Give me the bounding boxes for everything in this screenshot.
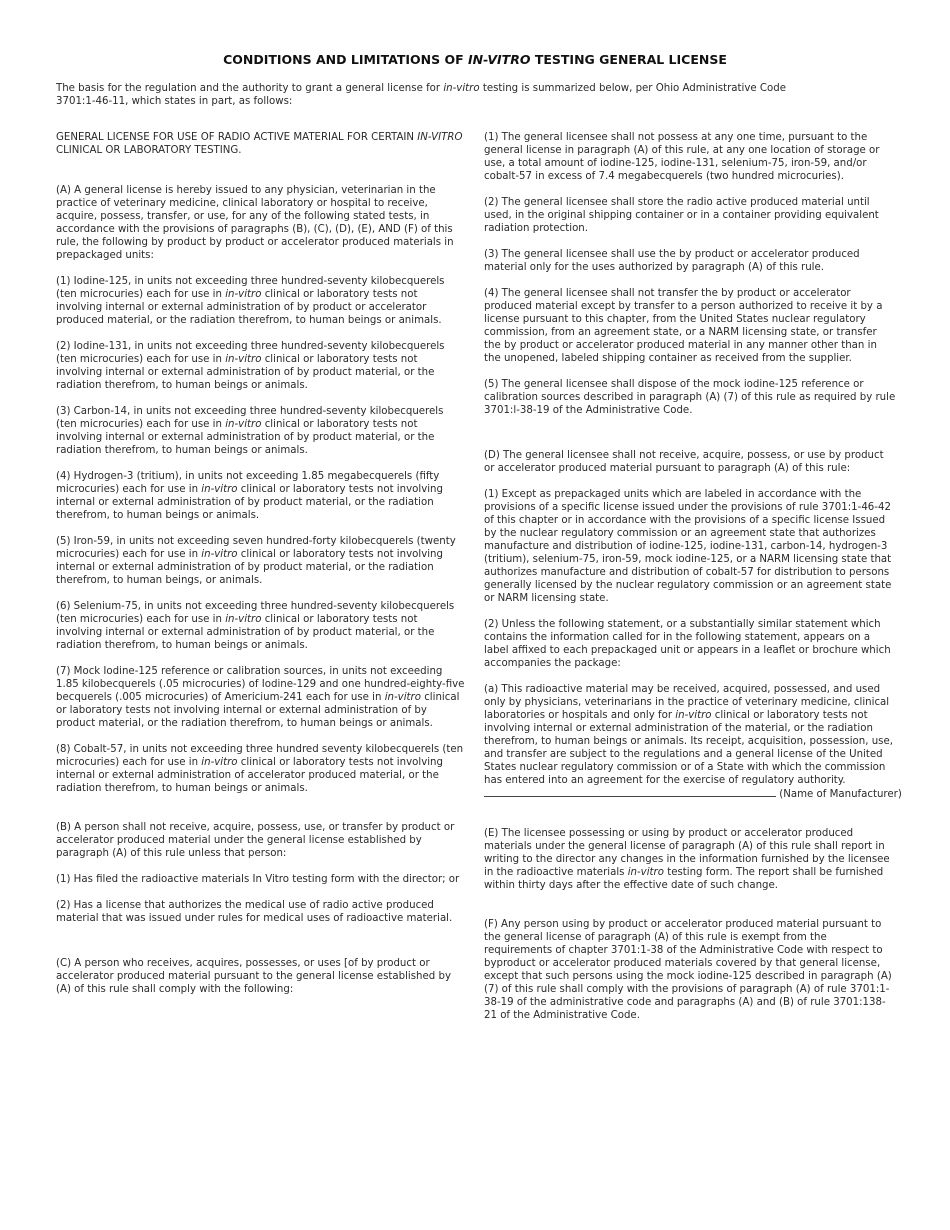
right-column [484, 131, 902, 1022]
general-license-heading: GENERAL LICENSE FOR USE OF RADIO ACTIVE MATERIAL FOR CERTAIN IN-VITRO CLINICAL OR LABORATORY TESTING. [56, 132, 463, 156]
paragraph-A6: (6) Selenium-75, in units not exceeding three hundred-seventy kilobecquerels (ten microcuries) each for use in in-vitro clinical or laboratory tests not involving internal or external administration of by product material, or the radiation therefrom, to human beings or animals. [56, 601, 455, 651]
paragraph-D1: (1) Except as prepackaged units which are labeled in accordance with the provisions of a specific license issued under the provisions of rule 3701:1-46-42 of this chapter or in accordance with the provisions of a specific license Issued by the nuclear regulatory commission or an agreement state that authorizes manufacture and distribution of iodine-125, iodine-131, carbon-14, hydrogen-3 (tritium), selenium-75, iron-59, mock iodine-125, or a NARM licensing state that authorizes manufacture and distribution of cobalt-57 for distribution to persons generally licensed by the nuclear regulatory commission or an agreement state or NARM licensing state. [484, 489, 892, 604]
paragraph-C1: (1) The general licensee shall not possess at any one time, pursuant to the general license in paragraph (A) of this rule, at any one location of storage or use, a total amount of iodine-125, iodine-131, selenium-75, iron-59, and/or cobalt-57 in excess of 7.4 megabecquerels (two hundred microcuries). [484, 132, 880, 182]
paragraph-C2: (2) The general licensee shall store the radio active produced material until used, in the original shipping container or in a container providing equivalent radiation protection. [484, 197, 879, 234]
paragraph-E: (E) The licensee possessing or using by product or accelerator produced materials under the general license of paragraph (A) of this rule shall report in writing to the director any changes in the information furnished by the licensee in the radioactive materials in-vitro testing form. The report shall be furnished within thirty days after the effective date of such change. [484, 828, 890, 891]
paragraph-Da: (a) This radioactive material may be received, acquired, possessed, and used only by physicians, veterinarians in the practice of veterinary medicine, clinical laboratories or hospitals and only for in-vitro clinical or laboratory tests not involving internal or external administration of the material, or the radiation therefrom, to human beings or animals. Its receipt, acquisition, possession, use, and transfer are subject to the regulations and a general license of the United States nuclear regulatory commission or of a State with which the commission has entered into an agreement for the exercise of regulatory authority. [484, 684, 893, 786]
manufacturer-label: (Name of Manufacturer) [779, 789, 902, 800]
paragraph-C3: (3) The general licensee shall use the by product or accelerator produced material only for the uses authorized by paragraph (A) of this rule. [484, 249, 860, 273]
paragraph-A3: (3) Carbon-14, in units not exceeding three hundred-seventy kilobecquerels (ten microcuries) each for use in in-vitro clinical or laboratory tests not involving internal or external administration of by product material, or the radiation therefrom, to human beings or animals. [56, 406, 444, 456]
paragraph-C5: (5) The general licensee shall dispose of the mock iodine-125 reference or calibration sources described in paragraph (A) (7) of this rule as required by rule 3701:l-38-19 of the Administrative Code. [484, 379, 896, 416]
paragraph-F: (F) Any person using by product or accelerator produced material pursuant to the general license of paragraph (A) of this rule is exempt from the requirements of chapter 3701:1-38 of the Administrative Code with respect to byproduct or accelerator produced materials covered by that general license, except that such persons using the mock iodine-125 described in paragraph (A)(7) of this rule shall comply with the provisions of paragraph (A) of rule 3701:1-38-19 of the administrative code and paragraphs (A) and (B) of rule 3701:138-21 of the Administrative Code. [484, 919, 892, 1021]
paragraph-A5: (5) Iron-59, in units not exceeding seven hundred-forty kilobecquerels (twenty microcuries) each for use in in-vitro clinical or laboratory tests not involving internal or external administration of by product material, or the radiation therefrom, to human beings, or animals. [56, 536, 456, 586]
paragraph-A: (A) A general license is hereby issued to any physician, veterinarian in the practice of veterinary medicine, clinical laboratory or hospital to receive, acquire, possess, transfer, or use, for any of the following stated tests, in accordance with the provisions of paragraphs (B), (C), (D), (E), AND (F) of this rule, the following by product by product or accelerator produced materials in prepackaged units: [56, 185, 454, 261]
paragraph-A8: (8) Cobalt-57, in units not exceeding three hundred seventy kilobecquerels (ten microcuries) each for use in in-vitro clinical or laboratory tests not involving internal or external administration of accelerator produced material, or the radiation therefrom, to human beings or animals. [56, 744, 464, 794]
manufacturer-signature-line [484, 787, 902, 801]
left-column [56, 131, 466, 996]
paragraph-C4: (4) The general licensee shall not transfer the by product or accelerator produced material except by transfer to a person authorized to receive it by a license pursuant to this chapter, from the United States nuclear regulatory commission, from an agreement state, or a NARM licensing state, or transfer the by product or accelerator produced material in any manner other than in the unopened, labeled shipping container as received from the supplier. [484, 288, 883, 364]
paragraph-B: (B) A person shall not receive, acquire, possess, use, or transfer by product or accelerator produced material under the general license established by paragraph (A) of this rule unless that person: [56, 822, 455, 859]
paragraph-A7: (7) Mock Iodine-125 reference or calibration sources, in units not exceeding 1.85 kilobecquerels (.05 microcuries) of Iodine-129 and one hundred-eighty-five becquerels (.005 microcuries) of Americium-241 each for use in in-vitro clinical or laboratory tests not involving internal or external administration of by product material, or the radiation therefrom, to human beings or animals. [56, 666, 465, 729]
paragraph-A1: (1) Iodine-125, in units not exceeding three hundred-seventy kilobecquerels (ten microcuries) each for use in in-vitro clinical or laboratory tests not involving internal or external administration of by product or accelerator produced material, or the radiation therefrom, to human beings or animals. [56, 276, 445, 326]
manufacturer-blank-rule [484, 787, 776, 797]
paragraph-D2: (2) Unless the following statement, or a substantially similar statement which contains the information called for in the following statement, appears on a label affixed to each prepackaged unit or appears in a leaflet or brochure which accompanies the package: [484, 619, 891, 669]
paragraph-D: (D) The general licensee shall not receive, acquire, possess, or use by product or accelerator produced material pursuant to paragraph (A) of this rule: [484, 450, 884, 474]
paragraph-C: (C) A person who receives, acquires, possesses, or uses [of by product or accelerator produced material pursuant to the general license established by (A) of this rule shall comply with the following: [56, 958, 451, 995]
intro-paragraph: The basis for the regulation and the authority to grant a general license for in-vitro testing is summarized below, per Ohio Administrative Code 3701:1-46-11, which states in part, as follows: [56, 83, 786, 107]
page-title: CONDITIONS AND LIMITATIONS OF IN-VITRO TESTING GENERAL LICENSE [223, 52, 727, 67]
paragraph-A4: (4) Hydrogen-3 (tritium), in units not exceeding 1.85 megabecquerels (fifty microcuries) each for use in in-vitro clinical or laboratory tests not involving internal or external administration of by product material, or the radiation therefrom, to human beings or animals. [56, 471, 443, 521]
paragraph-B2: (2) Has a license that authorizes the medical use of radio active produced material that was issued under rules for medical uses of radioactive material. [56, 900, 453, 924]
paragraph-A2: (2) Iodine-131, in units not exceeding three hundred-seventy kilobecquerels (ten microcuries) each for use in in-vitro clinical or laboratory tests not involving internal or external administration of by product material, or the radiation therefrom, to human beings or animals. [56, 341, 445, 391]
paragraph-B1: (1) Has filed the radioactive materials In Vitro testing form with the director; or [56, 874, 460, 885]
